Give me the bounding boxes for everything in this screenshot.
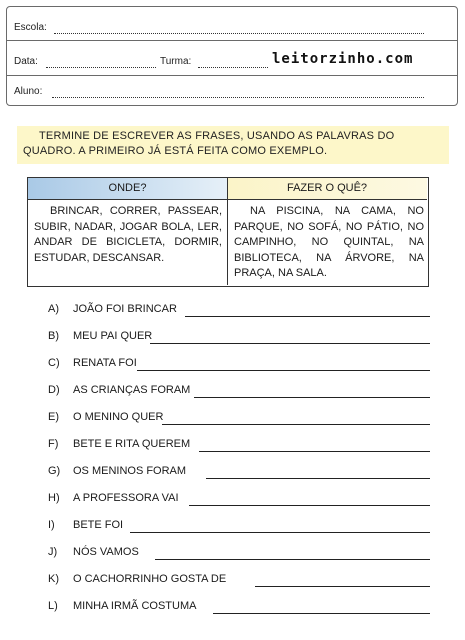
exercise-item: [0, 492, 465, 508]
item-text: O MENINO QUER: [73, 411, 164, 423]
answer-line[interactable]: [189, 505, 430, 506]
item-letter: K): [48, 573, 59, 585]
class-field[interactable]: [198, 67, 268, 68]
header-divider: [6, 40, 458, 41]
item-text: BETE E RITA QUEREM: [73, 438, 191, 450]
answer-line[interactable]: [150, 343, 430, 344]
student-label: Aluno:: [14, 86, 43, 97]
item-letter: L): [48, 600, 58, 612]
item-text: MINHA IRMÃ COSTUMA: [73, 600, 197, 612]
item-text: RENATA FOI: [73, 357, 137, 369]
table-header-what: FAZER O QUÊ?: [227, 178, 427, 200]
item-text: BETE FOI: [73, 519, 124, 531]
exercise-item: [0, 465, 465, 481]
answer-line[interactable]: [185, 316, 430, 317]
item-letter: D): [48, 384, 60, 396]
item-letter: H): [48, 492, 60, 504]
exercise-item: [0, 438, 465, 454]
exercise-item: [0, 546, 465, 562]
answer-line[interactable]: [255, 586, 430, 587]
exercise-item: [0, 357, 465, 373]
item-text: NÓS VAMOS: [73, 546, 139, 558]
exercise-item: [0, 600, 465, 616]
instruction-box: [17, 126, 449, 164]
exercise-item: [0, 384, 465, 400]
item-letter: C): [48, 357, 60, 369]
answer-line[interactable]: [206, 478, 430, 479]
item-text: JOÃO FOI BRINCAR: [73, 303, 177, 315]
item-text: MEU PAI QUER: [73, 330, 153, 342]
class-label: Turma:: [160, 56, 192, 67]
item-letter: J): [48, 546, 58, 558]
item-letter: I): [48, 519, 55, 531]
answer-line[interactable]: [130, 532, 430, 533]
school-field[interactable]: [54, 33, 424, 34]
answer-line[interactable]: [199, 451, 430, 452]
instruction-line-1: TERMINE DE ESCREVER AS FRASES, USANDO AS PALAVRAS DO: [39, 130, 395, 142]
brand-logo: leitorzinho.com: [272, 51, 414, 67]
date-field[interactable]: [46, 67, 156, 68]
answer-line[interactable]: [155, 559, 430, 560]
answer-line[interactable]: [162, 424, 430, 425]
item-letter: F): [48, 438, 59, 450]
date-label: Data:: [14, 56, 38, 67]
exercise-item: [0, 330, 465, 346]
item-letter: G): [48, 465, 61, 477]
exercise-item: [0, 303, 465, 319]
answer-line[interactable]: [194, 397, 430, 398]
word-table: [27, 177, 429, 287]
school-label: Escola:: [14, 22, 47, 33]
item-text: AS CRIANÇAS FORAM: [73, 384, 191, 396]
table-body-where: BRINCAR, CORRER, PASSEAR, SUBIR, NADAR, JOGAR BOLA, LER, ANDAR DE BICICLETA, DORMIR, ESTUDAR, DESCANSAR.: [34, 205, 222, 264]
item-letter: E): [48, 411, 59, 423]
answer-line[interactable]: [137, 370, 430, 371]
item-text: A PROFESSORA VAI: [73, 492, 179, 504]
item-letter: A): [48, 303, 59, 315]
table-header-where: ONDE?: [28, 178, 227, 200]
student-field[interactable]: [52, 97, 424, 98]
item-letter: B): [48, 330, 59, 342]
exercise-item: [0, 411, 465, 427]
item-text: O CACHORRINHO GOSTA DE: [73, 573, 227, 585]
exercise-item: [0, 519, 465, 535]
instruction-line-2: QUADRO. A PRIMEIRO JÁ ESTÁ FEITA COMO EXEMPLO.: [23, 145, 328, 157]
exercise-item: [0, 573, 465, 589]
table-body-what: NA PISCINA, NA CAMA, NO PARQUE, NO SOFÁ, NO PÁTIO, NO CAMPINHO, NO QUINTAL, NA BIBLIOTECA, NA ÁRVORE, NA PRAÇA, NA SALA.: [234, 205, 424, 279]
item-text: OS MENINOS FORAM: [73, 465, 187, 477]
answer-line[interactable]: [213, 613, 430, 614]
header-divider: [6, 75, 458, 76]
table-column-divider: [227, 178, 228, 285]
